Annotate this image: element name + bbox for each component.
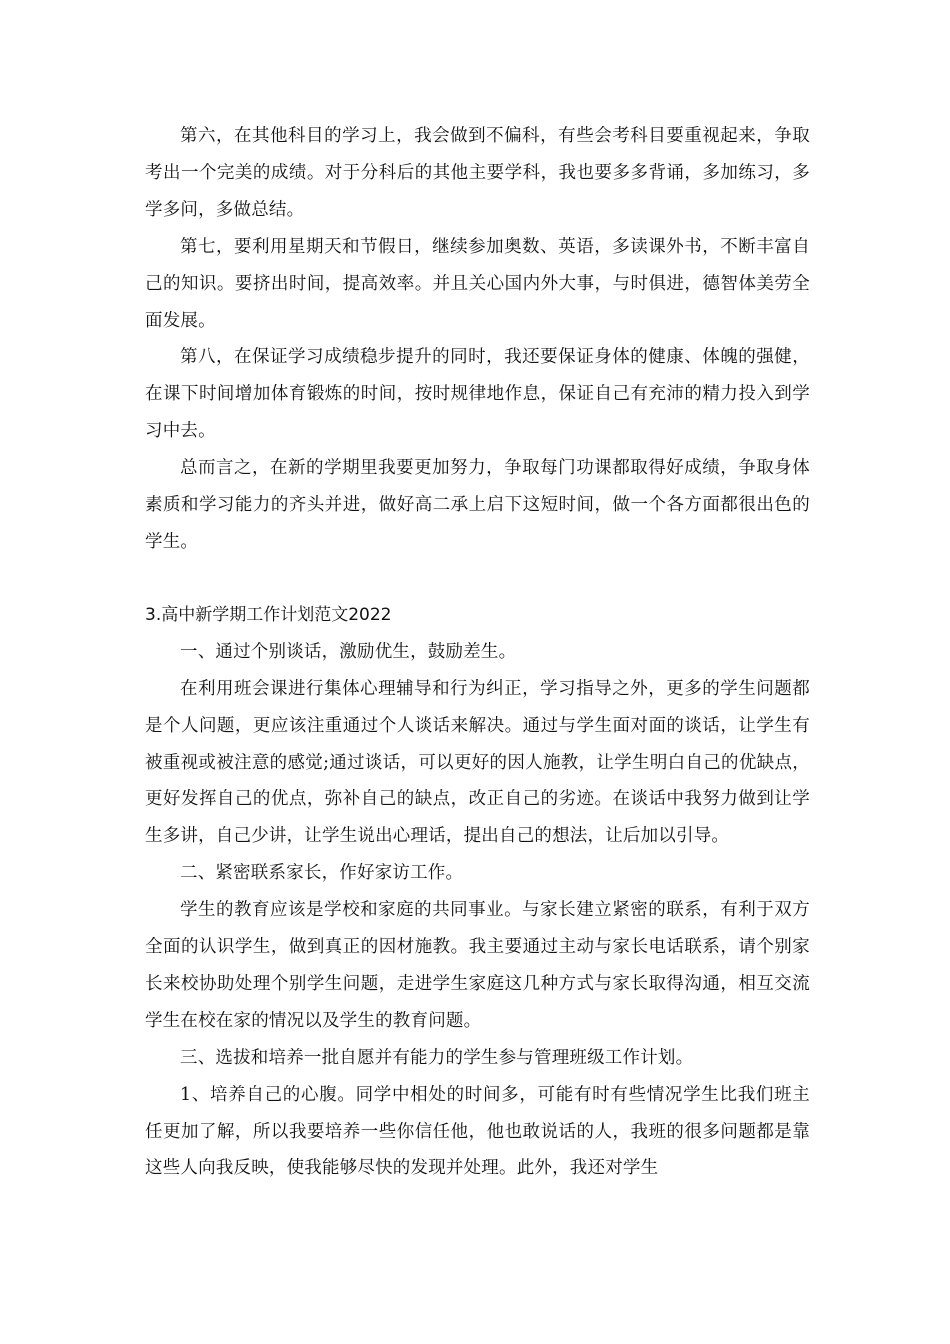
paragraph-sixth: 第六，在其他科目的学习上，我会做到不偏科，有些会考科目要重视起来，争取考出一个完美的成绩。对于分科后的其他主要学科，我也要多多背诵，多加练习，多学多问，多做总结。 [145, 126, 810, 220]
paragraph-eighth: 第八，在保证学习成绩稳步提升的同时，我还要保证身体的健康、体魄的强健，在课下时间增加体育锻炼的时间，按时规律地作息，保证自己有充沛的精力投入到学习中去。 [145, 347, 810, 442]
document-page [145, 118, 810, 1187]
paragraph-item-one-title: 一、通过个别谈话，激励优生，鼓励差生。 [180, 641, 517, 662]
section-heading: 3.高中新学期工作计划范文2022 [145, 604, 392, 625]
paragraph-item-one-body: 在利用班会课进行集体心理辅导和行为纠正，学习指导之外，更多的学生问题都是个人问题，更应该注重通过个人谈话来解决。通过与学生面对面的谈话，让学生有被重视或被注意的感觉;通过谈话，可以更好的因人施教，让学生明白自己的优缺点，更好发挥自己的优点，弥补自己的缺点，改正自己的劣迹。在谈话中我努力做到让学生多讲，自己少讲，让学生说出心理话，提出自己的想法，让后加以引导。 [145, 678, 810, 847]
paragraph-item-two-title: 二、紧密联系家长，作好家访工作。 [180, 863, 464, 884]
paragraph-summary: 总而言之，在新的学期里我要更加努力，争取每门功课都取得好成绩，争取身体素质和学习能力的齐头并进，做好高二承上启下这短时间，做一个各方面都很出色的学生。 [145, 458, 810, 552]
paragraph-item-two-body: 学生的教育应该是学校和家庭的共同事业。与家长建立紧密的联系，有利于双方全面的认识学生，做到真正的因材施教。我主要通过主动与家长电话联系，请个别家长来校协助处理个别学生问题，走进学生家庭这几种方式与家长取得沟通，相互交流学生在校在家的情况以及学生的教育问题。 [145, 900, 810, 1031]
paragraph-item-three-title: 三、选拔和培养一批自愿并有能力的学生参与管理班级工作计划。 [180, 1047, 694, 1068]
paragraph-seventh: 第七，要利用星期天和节假日，继续参加奥数、英语，多读课外书，不断丰富自己的知识。要挤出时间，提高效率。并且关心国内外大事，与时俱进，德智体美劳全面发展。 [145, 236, 810, 331]
paragraph-item-three-body: 1、培养自己的心腹。同学中相处的时间多，可能有时有些情况学生比我们班主任更加了解，所以我要培养一些你信任他，他也敢说话的人，我班的很多问题都是靠这些人向我反映，使我能够尽快的发现并处理。此外，我还对学生 [145, 1084, 810, 1179]
